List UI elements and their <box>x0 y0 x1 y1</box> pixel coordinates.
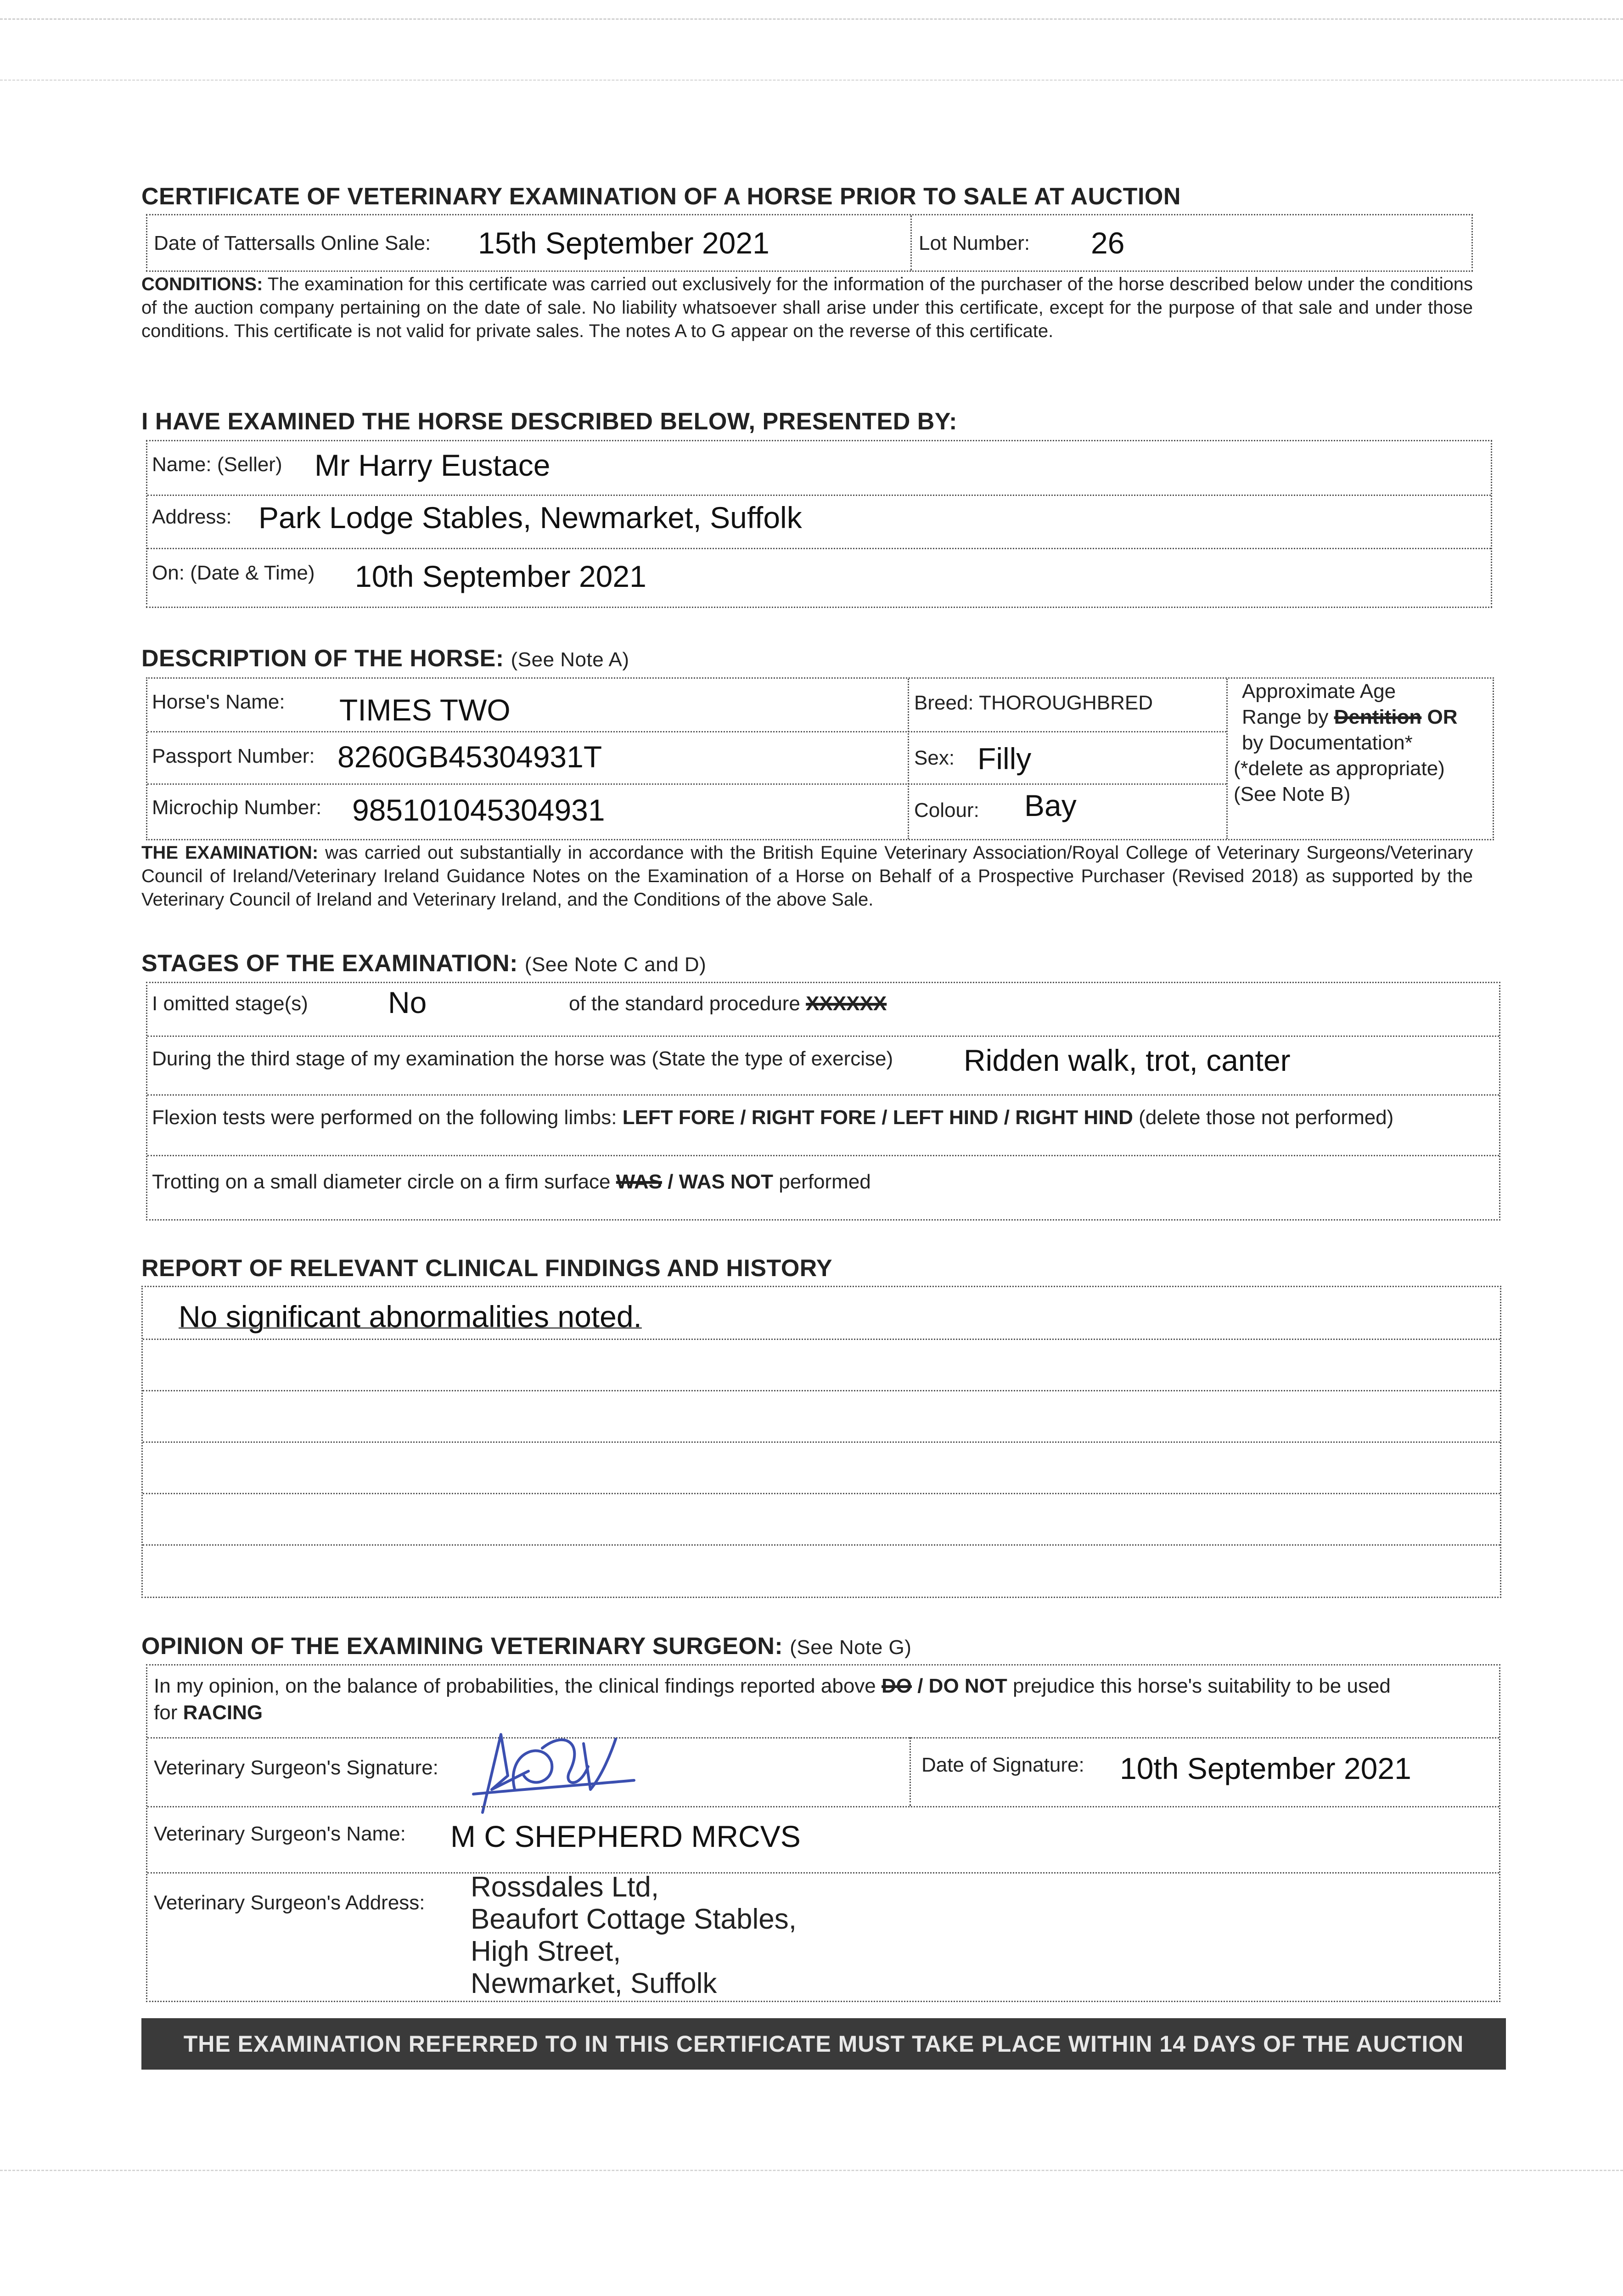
breed-label: Breed: <box>914 692 974 714</box>
divider <box>147 783 1226 785</box>
presenter-heading: I HAVE EXAMINED THE HORSE DESCRIBED BELOW, PRESENTED BY: <box>141 408 957 435</box>
opinion-heading-note: (See Note G) <box>790 1636 912 1659</box>
opinion-do-not: / DO NOT <box>917 1675 1007 1697</box>
sale-row <box>146 214 1473 272</box>
age-dentition-struck: Dentition <box>1334 706 1422 728</box>
age-range-note <box>1234 679 1491 807</box>
age-line-3: by Documentation* <box>1242 732 1413 754</box>
address-value: Park Lodge Stables, Newmarket, Suffolk <box>258 501 802 535</box>
omitted-value: No <box>388 985 427 1019</box>
divider <box>910 215 912 270</box>
microchip-label: Microchip Number: <box>152 796 322 819</box>
address-line-3: High Street, <box>471 1936 621 1967</box>
divider <box>147 548 1491 549</box>
divider <box>910 1737 911 1806</box>
trot-suffix: performed <box>779 1171 871 1193</box>
colour-value: Bay <box>1024 788 1077 822</box>
lot-number-label: Lot Number: <box>919 232 1030 254</box>
trot-label: Trotting on a small diameter circle on a firm surface <box>152 1171 611 1193</box>
stages-heading-note: (See Note C and D) <box>524 953 707 976</box>
horse-box <box>146 677 1494 840</box>
age-line-5: (See Note B) <box>1234 783 1351 805</box>
trot-struck: WAS <box>616 1171 662 1193</box>
divider <box>143 1339 1500 1340</box>
signature-label: Veterinary Surgeon's Signature: <box>154 1756 438 1779</box>
divider <box>147 731 1226 732</box>
age-range-prefix: Range by <box>1242 706 1329 728</box>
opinion-box <box>146 1664 1500 2002</box>
signature-date-label: Date of Signature: <box>921 1754 1084 1776</box>
opinion-struck: DO <box>882 1675 912 1697</box>
seller-name-value: Mr Harry Eustace <box>314 448 550 482</box>
flexion-note: (delete those not performed) <box>1139 1106 1394 1129</box>
divider <box>143 1493 1500 1494</box>
signature-image <box>464 1721 639 1817</box>
age-line-1: Approximate Age <box>1242 680 1396 703</box>
flexion-row <box>152 1106 1393 1129</box>
breed-field <box>914 692 1153 715</box>
sale-date-label: Date of Tattersalls Online Sale: <box>154 232 431 254</box>
age-line-2 <box>1234 704 1491 730</box>
presenter-box <box>146 440 1492 608</box>
address-line-4: Newmarket, Suffolk <box>471 1968 717 1999</box>
divider <box>147 1155 1499 1156</box>
conditions-paragraph <box>141 273 1473 343</box>
opinion-heading-text: OPINION OF THE EXAMINING VETERINARY SURGEON: <box>141 1633 783 1660</box>
horse-heading <box>141 645 629 672</box>
sex-value: Filly <box>977 742 1032 776</box>
opinion-text <box>154 1673 1485 1726</box>
omitted-suffix-group <box>569 992 887 1015</box>
omitted-label: I omitted stage(s) <box>152 992 308 1015</box>
opinion-for: for <box>154 1701 178 1724</box>
microchip-value: 985101045304931 <box>352 793 605 827</box>
trot-row <box>152 1171 871 1193</box>
opinion-text-a: In my opinion, on the balance of probabilities, the clinical findings reported above <box>154 1675 876 1697</box>
address-line-2: Beaufort Cottage Stables, <box>471 1903 797 1935</box>
divider <box>143 1544 1500 1546</box>
trot-value: / WAS NOT <box>668 1171 773 1193</box>
breed-value: THOROUGHBRED <box>979 692 1153 714</box>
opinion-text-c: prejudice this horse's suitability to be used <box>1013 1675 1391 1697</box>
findings-text: No significant abnormalities noted. <box>179 1300 642 1334</box>
examination-text: was carried out substantially in accordance with the British Equine Veterinary Association/Royal College of Veterinary Surgeons/Veterinary Council of Ireland/Veterinary Ireland Guidance Notes on the Examination of a Horse on Behalf of a Prospective Purchaser (Revised 2018) as supported by the Veterinary Council of Ireland and Veterinary Ireland, and the Conditions of the above Sale. <box>141 843 1473 910</box>
divider <box>147 1035 1499 1037</box>
opinion-heading <box>141 1632 911 1660</box>
conditions-label: CONDITIONS: <box>141 274 263 294</box>
divider <box>147 1872 1499 1874</box>
flexion-label: Flexion tests were performed on the following limbs: <box>152 1106 617 1129</box>
address-line-1: Rossdales Ltd, <box>471 1871 659 1903</box>
divider <box>147 1094 1499 1096</box>
omitted-suffix: of the standard procedure <box>569 992 800 1015</box>
third-stage-value: Ridden walk, trot, canter <box>964 1043 1291 1077</box>
stages-heading-text: STAGES OF THE EXAMINATION: <box>141 950 518 977</box>
horse-heading-text: DESCRIPTION OF THE HORSE: <box>141 645 504 672</box>
third-stage-label: During the third stage of my examination the horse was (State the type of exercise) <box>152 1047 893 1070</box>
deadline-banner: THE EXAMINATION REFERRED TO IN THIS CERTIFICATE MUST TAKE PLACE WITHIN 14 DAYS OF THE AUCTION <box>141 2018 1506 2070</box>
horse-name-value: TIMES TWO <box>339 693 511 727</box>
exam-date-label: On: (Date & Time) <box>152 562 315 584</box>
examination-label: THE EXAMINATION: <box>141 843 319 863</box>
findings-box <box>141 1286 1501 1598</box>
divider <box>147 1806 1499 1807</box>
stages-heading <box>141 950 706 977</box>
findings-heading: REPORT OF RELEVANT CLINICAL FINDINGS AND HISTORY <box>141 1255 833 1282</box>
passport-value: 8260GB45304931T <box>337 740 602 774</box>
examination-paragraph <box>141 841 1473 912</box>
seller-name-label: Name: (Seller) <box>152 453 282 476</box>
signature-date-value: 10th September 2021 <box>1120 1751 1411 1785</box>
age-or: OR <box>1427 706 1458 728</box>
flexion-limbs: LEFT FORE / RIGHT FORE / LEFT HIND / RIGHT HIND <box>622 1106 1133 1129</box>
age-line-4: (*delete as appropriate) <box>1234 757 1445 780</box>
scan-artifact-top <box>0 18 1623 81</box>
divider <box>1226 679 1228 839</box>
surgeon-name-label: Veterinary Surgeon's Name: <box>154 1823 406 1845</box>
horse-name-label: Horse's Name: <box>152 691 285 713</box>
sex-label: Sex: <box>914 747 955 769</box>
address-label: Address: <box>152 506 232 528</box>
horse-heading-note: (See Note A) <box>511 648 629 671</box>
scan-artifact-bottom <box>0 2170 1623 2171</box>
certificate-title: CERTIFICATE OF VETERINARY EXAMINATION OF A HORSE PRIOR TO SALE AT AUCTION <box>141 183 1181 210</box>
divider <box>143 1441 1500 1443</box>
lot-number-value: 26 <box>1091 226 1125 260</box>
divider <box>908 679 909 839</box>
sale-date-value: 15th September 2021 <box>478 226 769 260</box>
stages-box <box>146 982 1500 1221</box>
opinion-use: RACING <box>183 1701 263 1724</box>
surgeon-address <box>471 1871 797 2000</box>
omitted-struck: XXXXXX <box>806 992 887 1015</box>
divider <box>143 1390 1500 1391</box>
colour-label: Colour: <box>914 799 979 822</box>
divider <box>147 495 1491 496</box>
conditions-text: The examination for this certificate was carried out exclusively for the information of the purchaser of the horse described below under the conditions of the auction company pertaining on the date of sale. No liability whatsoever shall arise under this certificate, except for the purpose of that sale and under those conditions. This certificate is not valid for private sales. The notes A to G appear on the reverse of this certificate. <box>141 274 1473 341</box>
divider <box>147 1737 1499 1739</box>
exam-date-value: 10th September 2021 <box>355 559 646 593</box>
surgeon-name-value: M C SHEPHERD MRCVS <box>450 1819 801 1853</box>
passport-label: Passport Number: <box>152 745 315 767</box>
surgeon-address-label: Veterinary Surgeon's Address: <box>154 1891 425 1914</box>
